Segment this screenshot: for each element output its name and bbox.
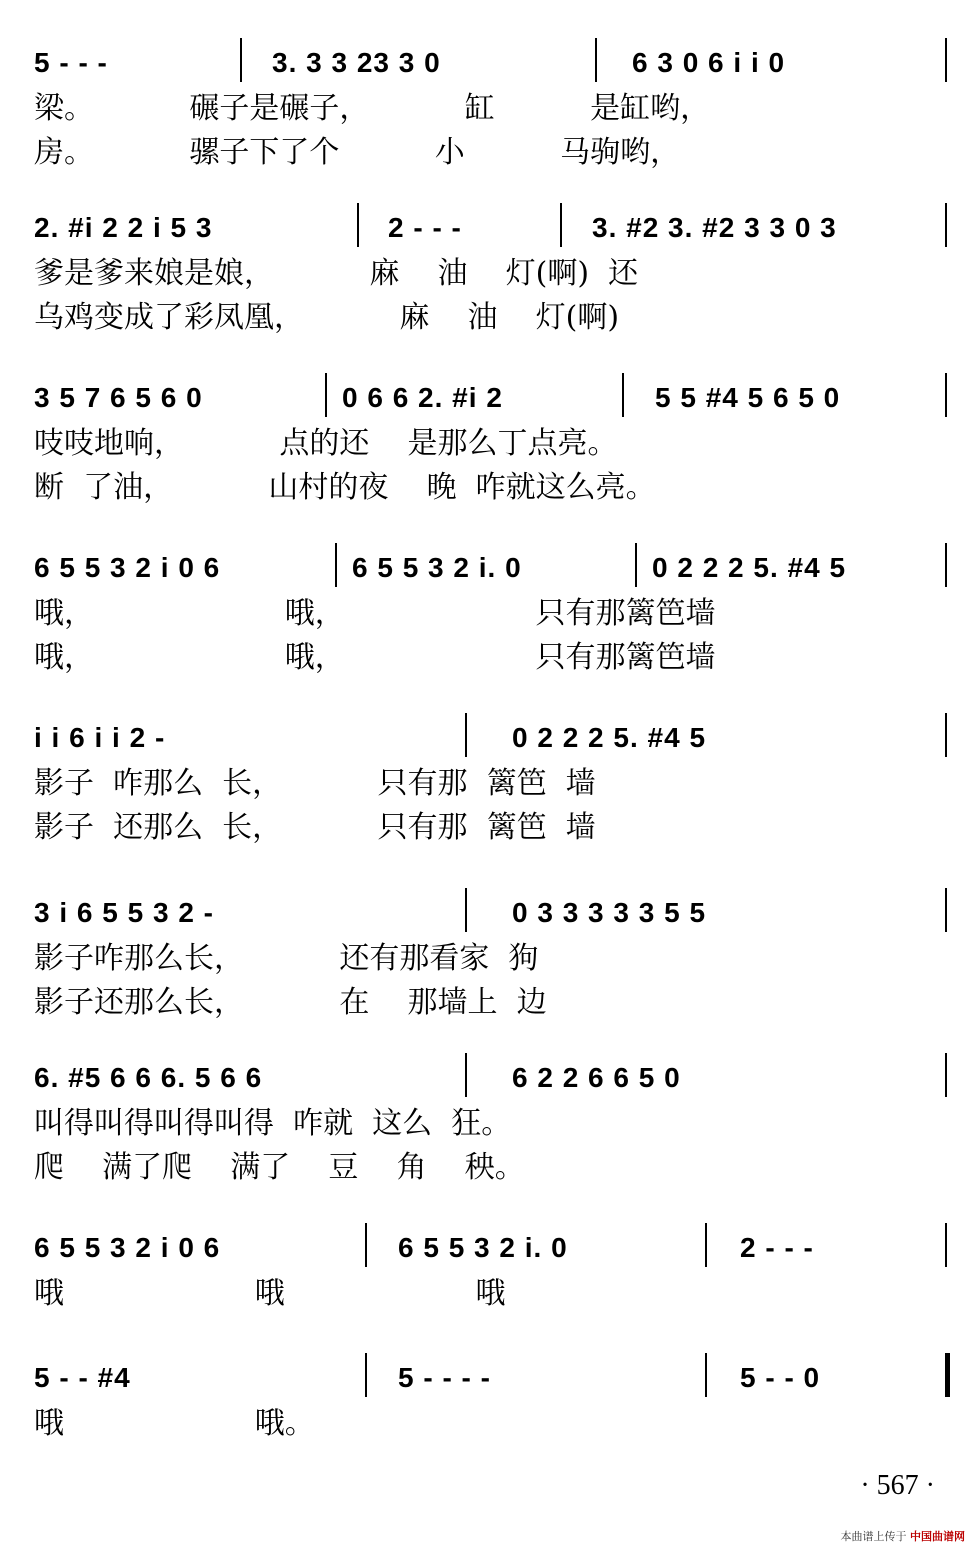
bar-line	[365, 1353, 367, 1397]
lyric-line: 爹是爹来娘是娘， 麻 油 灯(啊) 还	[34, 256, 639, 291]
measure-notes: 6 2 2 6 6 5 0	[512, 1062, 681, 1093]
bar-line	[945, 1353, 950, 1397]
lyric-line: 梁。 碾子是碾子， 缸 是缸哟，	[34, 91, 711, 126]
notation-line	[0, 705, 975, 765]
bar-line	[240, 38, 242, 82]
bar-line	[622, 373, 624, 417]
bar-line	[635, 543, 637, 587]
measure-notes: 6 5 5 3 2 i 0 6	[34, 552, 221, 583]
lyric-line: 影子咋那么长， 还有那看家 狗	[34, 941, 539, 976]
lyric-line: 哦 哦 哦	[34, 1276, 506, 1311]
lyric-line: 哦， 哦， 只有那篱笆墙	[34, 640, 716, 675]
credit-text: 本曲谱上传于	[840, 1530, 907, 1543]
measure-notes: 6. #5 6 6 6. 5 6 6	[34, 1062, 263, 1093]
bar-line	[357, 203, 359, 247]
bar-line	[335, 543, 337, 587]
measure-notes: 3. 3 3 23 3 0	[272, 47, 441, 78]
measure-notes: 2. #i 2 2 i 5 3	[34, 212, 213, 243]
bar-line	[945, 38, 947, 82]
page-number: · 567 ·	[860, 1470, 935, 1501]
lyric-line: 乌鸡变成了彩凤凰， 麻 油 灯(啊)	[34, 300, 620, 335]
upload-credit	[841, 1528, 966, 1544]
measure-notes: i i 6 i i 2 -	[34, 722, 166, 753]
notation-line	[0, 1215, 975, 1275]
lyric-line: 吱吱地响， 点的还 是那么丁点亮。	[34, 426, 618, 461]
measure-notes: 0 2 2 2 5. #4 5	[512, 722, 707, 753]
notation-line	[0, 1345, 975, 1405]
measure-notes: 3. #2 3. #2 3 3 0 3	[592, 212, 837, 243]
measure-notes: 0 6 6 2. #i 2	[342, 382, 503, 413]
bar-line	[705, 1223, 707, 1267]
measure-notes: 5 - - #4	[34, 1362, 131, 1393]
notation-line	[0, 195, 975, 255]
measure-notes: 0 2 2 2 5. #4 5	[652, 552, 847, 583]
measure-notes: 2 - - -	[740, 1232, 814, 1263]
lyric-line: 爬 满了爬 满了 豆 角 秧。	[34, 1150, 525, 1185]
measure-notes: 6 5 5 3 2 i. 0	[352, 552, 522, 583]
bar-line	[465, 713, 467, 757]
notation-line	[0, 880, 975, 940]
notation-line	[0, 535, 975, 595]
notation-line	[0, 30, 975, 90]
measure-notes: 6 5 5 3 2 i 0 6	[34, 1232, 221, 1263]
measure-notes: 0 3 3 3 3 3 5 5	[512, 897, 707, 928]
bar-line	[560, 203, 562, 247]
bar-line	[945, 1223, 947, 1267]
lyric-line: 房。 骡子下了个 小 马驹哟，	[34, 135, 681, 170]
bar-line	[365, 1223, 367, 1267]
bar-line	[945, 543, 947, 587]
lyric-line: 影子还那么长， 在 那墙上 边	[34, 985, 547, 1020]
notation-line	[0, 365, 975, 425]
measure-notes: 5 - - 0	[740, 1362, 821, 1393]
bar-line	[945, 888, 947, 932]
measure-notes: 2 - - -	[388, 212, 462, 243]
measure-notes: 6 5 5 3 2 i. 0	[398, 1232, 568, 1263]
lyric-line: 断 了油， 山村的夜 晚 咋就这么亮。	[34, 470, 656, 505]
bar-line	[945, 1053, 947, 1097]
measure-notes: 5 - - -	[34, 47, 108, 78]
bar-line	[945, 713, 947, 757]
measure-notes: 3 5 7 6 5 6 0	[34, 382, 203, 413]
bar-line	[945, 373, 947, 417]
credit-site: 中国曲谱网	[910, 1530, 965, 1543]
bar-line	[325, 373, 327, 417]
measure-notes: 5 5 #4 5 6 5 0	[655, 382, 841, 413]
bar-line	[945, 203, 947, 247]
measure-notes: 6 3 0 6 i i 0	[632, 47, 786, 78]
lyric-line: 哦， 哦， 只有那篱笆墙	[34, 596, 716, 631]
lyric-line: 影子 还那么 长， 只有那 篱笆 墙	[34, 810, 596, 845]
bar-line	[465, 1053, 467, 1097]
bar-line	[465, 888, 467, 932]
lyric-line: 哦 哦。	[34, 1406, 315, 1441]
bar-line	[595, 38, 597, 82]
measure-notes: 5 - - - -	[398, 1362, 491, 1393]
notation-line	[0, 1045, 975, 1105]
lyric-line: 影子 咋那么 长， 只有那 篱笆 墙	[34, 766, 596, 801]
lyric-line: 叫得叫得叫得叫得 咋就 这么 狂。	[34, 1106, 512, 1141]
bar-line	[705, 1353, 707, 1397]
measure-notes: 3 i 6 5 5 3 2 -	[34, 897, 214, 928]
